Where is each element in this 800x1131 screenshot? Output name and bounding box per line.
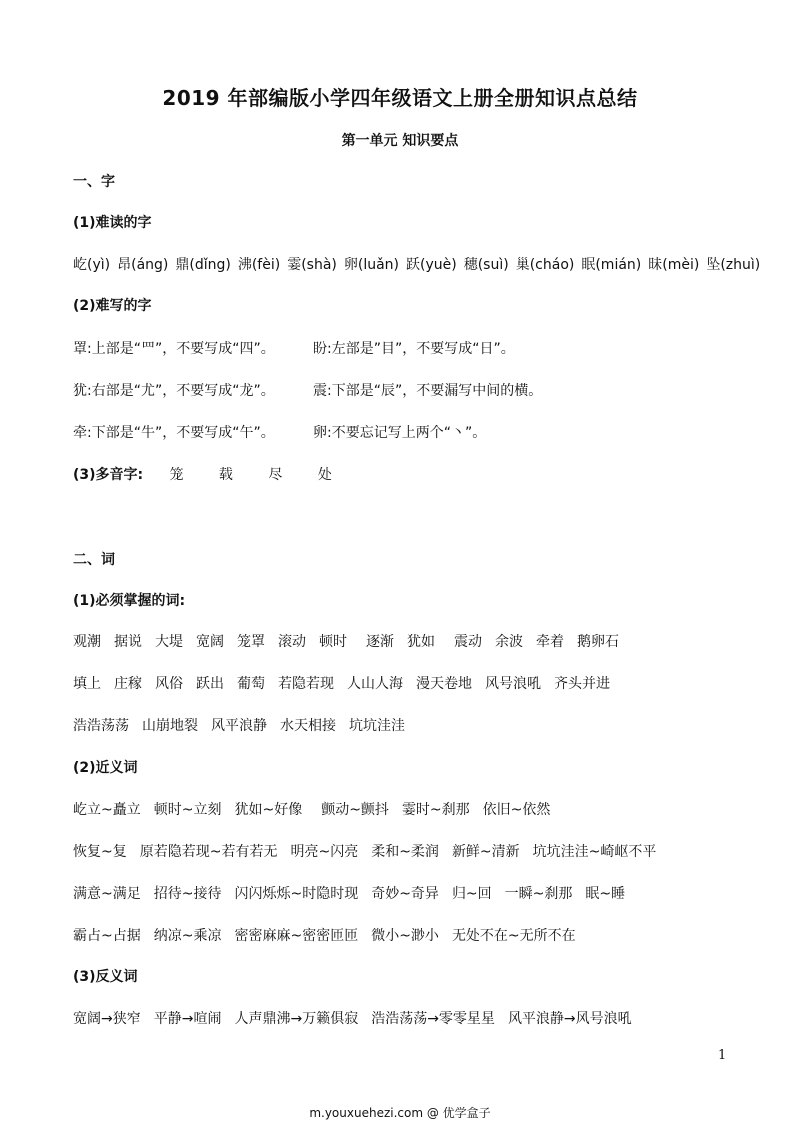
hard-read-item: 沸(fèi): [237, 257, 281, 273]
polyphonic-char: 尽: [268, 467, 283, 483]
synonym-pair: 明亮~闪亮: [290, 844, 359, 860]
polyphonic-heading: (3)多音字:: [73, 467, 144, 483]
antonym-pair: 人声鼎沸→万籁俱寂: [234, 1011, 359, 1027]
synonym-row: [73, 799, 550, 819]
polyphonic-char: 载: [218, 467, 233, 483]
synonym-pair: 新鲜~清新: [451, 844, 520, 860]
synonym-pair: 霎时~刹那: [401, 802, 470, 818]
hard-read-item: 昧(mèi): [648, 257, 700, 273]
antonym-row: [73, 1008, 632, 1028]
footer-watermark: m.youxuehezi.com @ 优学盒子: [309, 1106, 491, 1120]
hard-read-item: 鼎(dǐng): [175, 257, 231, 273]
vocab-word: 牵着: [536, 634, 564, 650]
antonym-pair: 平静→喧闹: [153, 1011, 222, 1027]
vocab-word: 风号浪吼: [485, 676, 541, 692]
vocab-word: 人山人海: [347, 676, 403, 692]
vocab-word: 浩浩荡荡: [73, 718, 129, 734]
vocab-word: 犹如: [407, 634, 435, 650]
hard-read-item: 屹(yì): [73, 257, 111, 273]
hard-read-item: 卵(luǎn): [343, 257, 400, 273]
hard-read-item: 霎(shà): [287, 257, 337, 273]
synonym-pair: 眠~睡: [585, 886, 626, 902]
vocab-word: 据说: [114, 634, 142, 650]
synonym-pair: 无处不在~无所不在: [451, 928, 576, 944]
synonym-pair: 顿时~立刻: [153, 802, 222, 818]
vocab-word: 若隐若现: [278, 676, 334, 692]
vocab-word: 填上: [73, 676, 101, 692]
synonym-pair: 闪闪烁烁~时隐时现: [234, 886, 359, 902]
vocab-word: 余波: [495, 634, 523, 650]
synonym-pair: 依旧~依然: [482, 802, 551, 818]
hard-write-note: 牵:下部是“牛”，不要写成“午”。: [73, 425, 275, 441]
must-master-row: [73, 715, 405, 735]
vocab-word: 庄稼: [114, 676, 142, 692]
hard-write-note: 罩:上部是“罒”，不要写成“四”。: [73, 341, 275, 357]
hard-write-note: 卵:不要忘记写上两个“丶”。: [313, 425, 487, 441]
vocab-word: 齐头并进: [554, 676, 610, 692]
vocab-word: 风平浪静: [211, 718, 267, 734]
synonym-row: [73, 883, 625, 903]
synonym-pair: 坑坑洼洼~崎岖不平: [532, 844, 657, 860]
vocab-word: 逐渐: [366, 634, 394, 650]
hard-write-row: [73, 422, 486, 442]
vocab-word: 笼罩: [237, 634, 265, 650]
document-title: 2019 年部编版小学四年级语文上册全册知识点总结: [162, 86, 638, 110]
vocab-word: 葡萄: [237, 676, 265, 692]
hard-write-note: 犹:右部是“尤”，不要写成“龙”。: [73, 383, 275, 399]
hard-write-note: 盼:左部是”目”，不要写成“日”。: [313, 341, 515, 357]
hard-write-row: [73, 338, 515, 358]
synonym-pair: 纳凉~乘凉: [153, 928, 222, 944]
synonym-pair: 招待~接待: [153, 886, 222, 902]
hard-read-item: 昂(áng): [117, 257, 169, 273]
vocab-word: 宽阔: [196, 634, 224, 650]
synonym-pair: 归~回: [451, 886, 492, 902]
antonym-pair: 浩浩荡荡→零零星星: [371, 1011, 495, 1027]
antonym-pair: 宽阔→狭窄: [73, 1011, 141, 1027]
unit-subtitle: 第一单元 知识要点: [341, 133, 459, 149]
section-heading-characters: 一、字: [73, 174, 115, 190]
hard-read-heading: (1)难读的字: [73, 215, 152, 231]
hard-write-row: [73, 380, 542, 400]
synonym-pair: 奇妙~奇异: [371, 886, 439, 902]
vocab-word: 跃出: [196, 676, 224, 692]
synonym-pair: 原若隐若现~若有若无: [139, 844, 278, 860]
vocab-word: 顿时: [319, 634, 347, 650]
antonyms-heading: (3)反义词: [73, 969, 138, 985]
synonyms-heading: (2)近义词: [73, 760, 138, 776]
must-master-row: [73, 631, 619, 651]
polyphonic-char: 笼: [169, 467, 184, 483]
vocab-word: 坑坑洼洼: [349, 718, 405, 734]
hard-write-note: 震:下部是“辰”，不要漏写中间的横。: [313, 383, 543, 399]
vocab-word: 鹅卵石: [577, 634, 619, 650]
polyphonic-row: [73, 464, 363, 484]
synonym-row: [73, 925, 576, 945]
synonym-pair: 密密麻麻~密密匝匝: [234, 928, 359, 944]
hard-read-item: 穗(suì): [463, 257, 509, 273]
synonym-row: [73, 841, 656, 861]
vocab-word: 水天相接: [280, 718, 336, 734]
vocab-word: 观潮: [73, 634, 101, 650]
synonym-pair: 满意~满足: [73, 886, 141, 902]
hard-read-item: 巢(cháo): [515, 257, 575, 273]
synonym-pair: 柔和~柔润: [371, 844, 439, 860]
vocab-word: 滚动: [278, 634, 306, 650]
antonym-pair: 风平浪静→风号浪吼: [507, 1011, 632, 1027]
synonym-pair: 颤动~颤抖: [321, 802, 389, 818]
hard-read-item: 坠(zhuì): [706, 257, 761, 273]
synonym-pair: 霸占~占据: [73, 928, 141, 944]
synonym-pair: 微小~渺小: [371, 928, 439, 944]
hard-read-item: 眠(mián): [581, 257, 642, 273]
hard-write-heading: (2)难写的字: [73, 298, 152, 314]
page-number: 1: [718, 1048, 727, 1063]
vocab-word: 震动: [454, 634, 482, 650]
synonym-pair: 屹立~矗立: [73, 802, 141, 818]
hard-read-list: [73, 254, 760, 274]
vocab-word: 大堤: [155, 634, 183, 650]
must-master-row: [73, 673, 610, 693]
synonym-pair: 恢复~复: [73, 844, 127, 860]
polyphonic-char: 处: [317, 467, 332, 483]
must-master-heading: (1)必须掌握的词:: [73, 593, 186, 609]
vocab-word: 山崩地裂: [142, 718, 198, 734]
vocab-word: 风俗: [155, 676, 183, 692]
hard-read-item: 跃(yuè): [406, 257, 457, 273]
synonym-pair: 一瞬~刹那: [504, 886, 573, 902]
vocab-word: 漫天卷地: [416, 676, 472, 692]
section-heading-words: 二、词: [73, 552, 115, 568]
synonym-pair: 犹如~好像: [234, 802, 303, 818]
